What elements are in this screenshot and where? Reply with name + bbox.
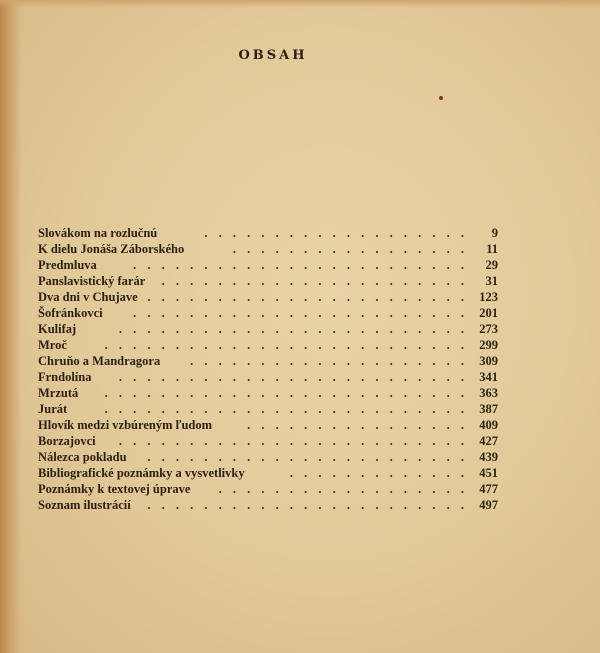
- toc-entry-title: Jurát: [38, 402, 68, 416]
- toc-page-number: 309: [479, 354, 498, 368]
- page-edge-shadow: [0, 0, 22, 653]
- toc-leader-dots: . . . . . . . . . . . . . . . . . . . . . . .: [147, 450, 468, 464]
- toc-leader-dots: . . . . . . . . . . . . . . . . . . . . . .: [161, 274, 468, 288]
- page-title: OBSAH: [238, 48, 308, 63]
- toc-leader-dots: . . . . . . . . . . . . . . . . . . . . . . . . . .: [104, 338, 468, 352]
- toc-leader-dots: . . . . . . . . . . . . . . . . . . . . . . . . .: [118, 370, 468, 384]
- paper-speck: [439, 96, 443, 100]
- toc-entry: [38, 225, 498, 241]
- toc-entry-title: Nálezca pokladu: [38, 450, 127, 464]
- toc-page-number: 31: [485, 274, 498, 288]
- toc-leader-dots: . . . . . . . . . . . . . . . . . . . . . . . . .: [118, 322, 468, 336]
- toc-entry-title: Borzajovci: [38, 434, 96, 448]
- toc-entry: [38, 449, 498, 465]
- toc-entry-title: Chruňo a Mandragora: [38, 354, 161, 368]
- toc-entry-title: Poznámky k textovej úprave: [38, 482, 191, 496]
- toc-entry: [38, 417, 498, 433]
- toc-page-number: 387: [479, 402, 498, 416]
- toc-entry-title: Frndolína: [38, 370, 92, 384]
- toc-page-number: 273: [479, 322, 498, 336]
- toc-entry: [38, 305, 498, 321]
- toc-page-number: 201: [479, 306, 498, 320]
- toc-leader-dots: . . . . . . . . . . . . . . . .: [247, 418, 468, 432]
- toc-leader-dots: . . . . . . . . . . . . . . . . . . . . . . .: [147, 290, 468, 304]
- page-top-shadow: [0, 0, 600, 8]
- toc-page-number: 9: [491, 226, 498, 240]
- toc-page-number: 439: [479, 450, 498, 464]
- toc-page-number: 29: [485, 258, 498, 272]
- toc-leader-dots: . . . . . . . . . . . . . . . . . . . . . . . . . .: [104, 402, 468, 416]
- toc-page-number: 363: [479, 386, 498, 400]
- toc-leader-dots: . . . . . . . . . . . . . . . . . . .: [204, 226, 468, 240]
- toc-entry: [38, 353, 498, 369]
- toc-entry-title: Hlovík medzi vzbúreným ľudom: [38, 418, 213, 432]
- toc-page-number: 477: [479, 482, 498, 496]
- toc-entry-title: Dva dni v Chujave: [38, 290, 138, 304]
- toc-leader-dots: . . . . . . . . . . . . . . . . .: [232, 242, 468, 256]
- toc-entry: [38, 337, 498, 353]
- toc-entry: [38, 241, 498, 257]
- toc-entry-title: Panslavistický farár: [38, 274, 146, 288]
- toc-page-number: 123: [479, 290, 498, 304]
- toc-leader-dots: . . . . . . . . . . . . . . . . . .: [218, 482, 468, 496]
- table-of-contents: [38, 225, 498, 513]
- toc-leader-dots: . . . . . . . . . . . . . . . . . . . . . . . .: [133, 258, 468, 272]
- toc-leader-dots: . . . . . . . . . . . . . . . . . . . . . . . . . .: [104, 386, 468, 400]
- toc-leader-dots: . . . . . . . . . . . . .: [289, 466, 468, 480]
- toc-entry: [38, 257, 498, 273]
- toc-entry-title: Bibliografické poznámky a vysvetlivky: [38, 466, 245, 480]
- toc-entry-title: Kulifaj: [38, 322, 77, 336]
- toc-entry: [38, 369, 498, 385]
- toc-page-number: 427: [479, 434, 498, 448]
- toc-page-number: 409: [479, 418, 498, 432]
- toc-entry: [38, 385, 498, 401]
- toc-entry: [38, 465, 498, 481]
- toc-entry-title: Mroč: [38, 338, 67, 352]
- toc-page-number: 11: [486, 242, 498, 256]
- toc-entry: [38, 289, 498, 305]
- toc-entry-title: Šofránkovci: [38, 306, 103, 320]
- toc-page-number: 341: [479, 370, 498, 384]
- toc-entry-title: K dielu Jonáša Záborského: [38, 242, 185, 256]
- toc-leader-dots: . . . . . . . . . . . . . . . . . . . . . . . . .: [118, 434, 468, 448]
- toc-entry-title: Soznam ilustrácií: [38, 498, 131, 512]
- toc-entry: [38, 273, 498, 289]
- toc-leader-dots: . . . . . . . . . . . . . . . . . . . . . . .: [147, 498, 468, 512]
- toc-page-number: 497: [479, 498, 498, 512]
- toc-entry-title: Slovákom na rozlučnú: [38, 226, 158, 240]
- toc-leader-dots: . . . . . . . . . . . . . . . . . . . .: [190, 354, 468, 368]
- toc-page-number: 299: [479, 338, 498, 352]
- toc-entry: [38, 433, 498, 449]
- toc-entry-title: Mrzutá: [38, 386, 79, 400]
- toc-entry: [38, 401, 498, 417]
- toc-entry-title: Predmluva: [38, 258, 97, 272]
- toc-entry: [38, 321, 498, 337]
- toc-page-number: 451: [479, 466, 498, 480]
- toc-entry: [38, 497, 498, 513]
- toc-entry: [38, 481, 498, 497]
- toc-leader-dots: . . . . . . . . . . . . . . . . . . . . . . . .: [133, 306, 468, 320]
